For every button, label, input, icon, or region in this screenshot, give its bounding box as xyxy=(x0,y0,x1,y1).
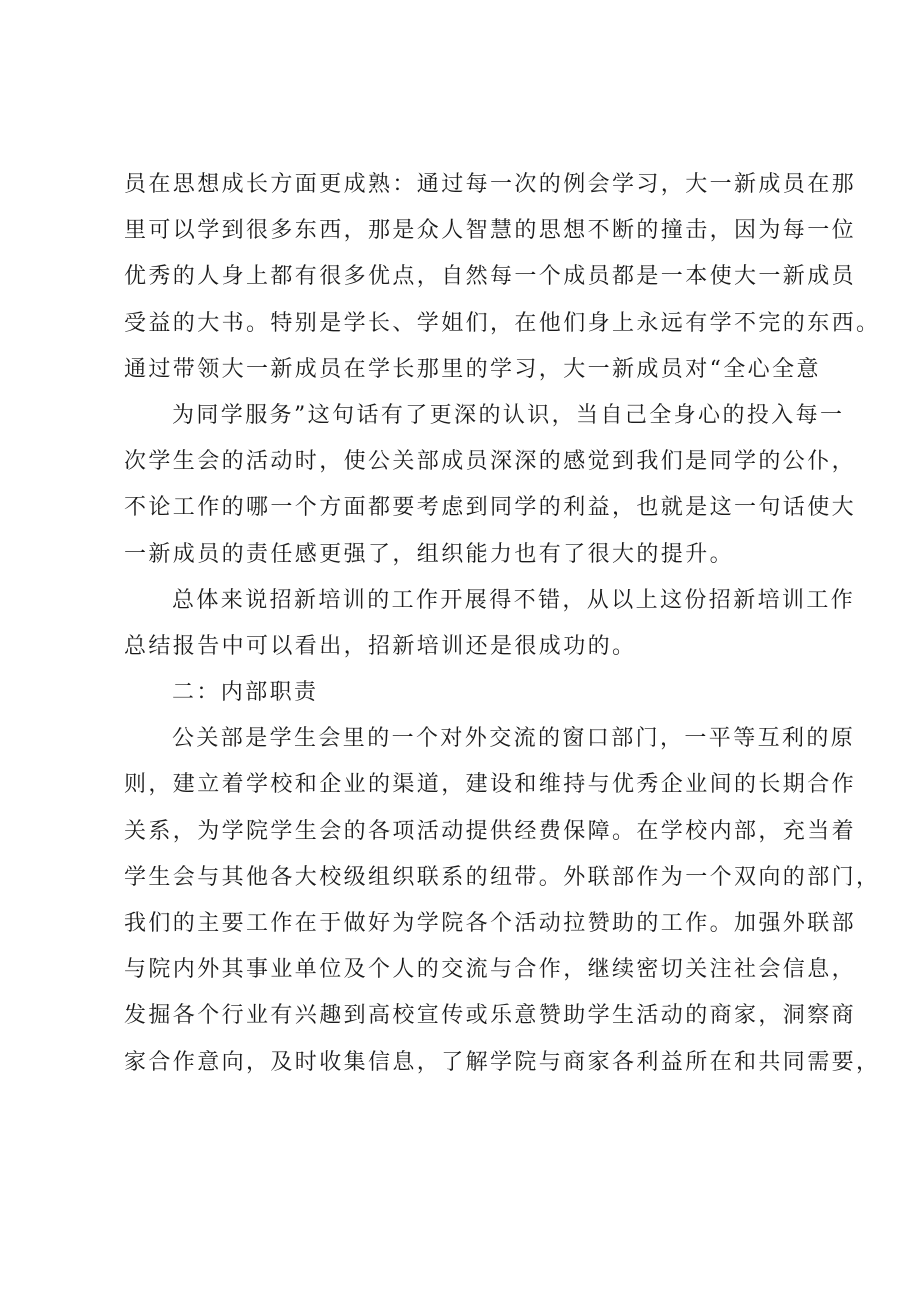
text-line: 与院内外其事业单位及个人的交流与合作，继续密切关注社会信息， xyxy=(124,957,857,983)
text-line: 总结报告中可以看出，招新培训还是很成功的。 xyxy=(124,633,637,659)
text-line: 次学生会的活动时，使公关部成员深深的感觉到我们是同学的公仆， xyxy=(124,449,857,475)
text-line: 优秀的人身上都有很多优点，自然每一个成员都是一本使大一新成员 xyxy=(124,264,857,290)
text-line: 为同学服务”这句话有了更深的认识，当自己全身心的投入每一 xyxy=(172,402,845,428)
text-line: 一新成员的责任感更强了，组织能力也有了很大的提升。 xyxy=(124,541,735,567)
text-line: 员在思想成长方面更成熟：通过每一次的例会学习，大一新成员在那 xyxy=(124,172,857,197)
text-line: 家合作意向，及时收集信息，了解学院与商家各利益所在和共同需要， xyxy=(124,1049,881,1075)
text-line: 二：内部职责 xyxy=(172,680,319,706)
text-line: 总体来说招新培训的工作开展得不错，从以上这份招新培训工作 xyxy=(172,587,856,613)
document-body xyxy=(124,162,881,1086)
text-line: 学生会与其他各大校级组织联系的纽带。外联部作为一个双向的部门， xyxy=(124,864,881,890)
text-line: 公关部是学生会里的一个对外交流的窗口部门，一平等互利的原 xyxy=(172,726,856,752)
text-line: 关系，为学院学生会的各项活动提供经费保障。在学校内部，充当着 xyxy=(124,818,857,844)
text-line: 通过带领大一新成员在学长那里的学习，大一新成员对“全心全意 xyxy=(124,356,821,382)
text-line: 则，建立着学校和企业的渠道，建设和维持与优秀企业间的长期合作 xyxy=(124,772,857,798)
text-line: 受益的大书。特别是学长、学姐们，在他们身上永远有学不完的东西。 xyxy=(124,310,881,336)
text-line: 发掘各个行业有兴趣到高校宣传或乐意赞助学生活动的商家，洞察商 xyxy=(124,1003,857,1029)
text-line: 里可以学到很多东西，那是众人智慧的思想不断的撞击，因为每一位 xyxy=(124,218,857,244)
text-line: 我们的主要工作在于做好为学院各个活动拉赞助的工作。加强外联部 xyxy=(124,911,857,936)
text-line: 不论工作的哪一个方面都要考虑到同学的利益，也就是这一句话使大 xyxy=(124,495,857,521)
